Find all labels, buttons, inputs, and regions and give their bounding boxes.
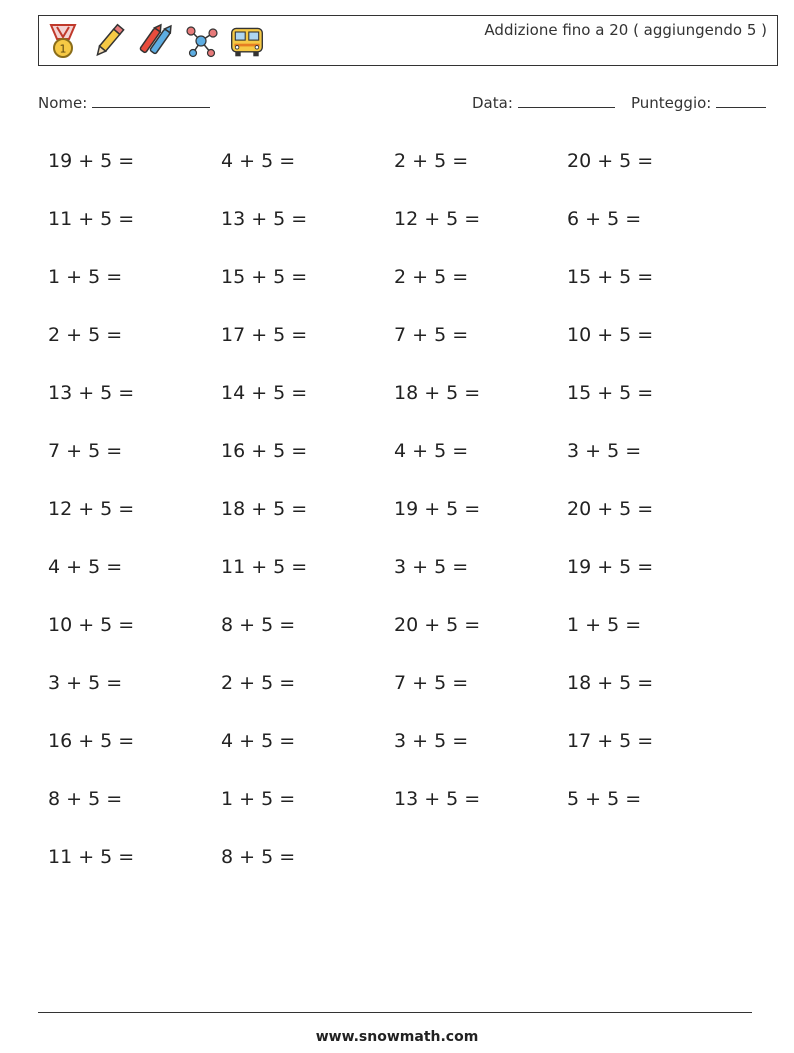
date-label: Data:	[472, 94, 513, 112]
footer-url: www.snowmath.com	[315, 1029, 479, 1045]
math-problem: 2 + 5 =	[394, 266, 469, 288]
name-field[interactable]	[38, 93, 210, 112]
math-problem: 18 + 5 =	[394, 382, 481, 404]
math-problem: 15 + 5 =	[221, 266, 308, 288]
math-problem: 19 + 5 =	[567, 556, 654, 578]
math-problem: 14 + 5 =	[221, 382, 308, 404]
math-problem: 6 + 5 =	[567, 208, 642, 230]
math-problem: 8 + 5 =	[221, 614, 296, 636]
name-label: Nome:	[38, 94, 88, 112]
score-blank[interactable]	[716, 93, 766, 108]
math-problem: 2 + 5 =	[221, 672, 296, 694]
score-field[interactable]	[631, 93, 766, 112]
math-problem: 15 + 5 =	[567, 266, 654, 288]
math-problem: 13 + 5 =	[221, 208, 308, 230]
crayons-icon	[137, 21, 173, 61]
molecule-icon	[183, 21, 219, 61]
math-problem: 10 + 5 =	[567, 324, 654, 346]
math-problem: 19 + 5 =	[394, 498, 481, 520]
math-problem: 7 + 5 =	[394, 324, 469, 346]
math-problem: 1 + 5 =	[221, 788, 296, 810]
math-problem: 5 + 5 =	[567, 788, 642, 810]
math-problem: 3 + 5 =	[567, 440, 642, 462]
math-problem: 2 + 5 =	[394, 150, 469, 172]
math-problem: 3 + 5 =	[48, 672, 123, 694]
math-problem: 20 + 5 =	[567, 150, 654, 172]
pencil-icon	[91, 21, 127, 61]
math-problem: 11 + 5 =	[221, 556, 308, 578]
math-problem: 12 + 5 =	[394, 208, 481, 230]
math-problem: 13 + 5 =	[48, 382, 135, 404]
math-problem: 4 + 5 =	[221, 150, 296, 172]
math-problem: 16 + 5 =	[221, 440, 308, 462]
math-problem: 18 + 5 =	[221, 498, 308, 520]
math-problem: 20 + 5 =	[567, 498, 654, 520]
date-blank[interactable]	[518, 93, 615, 108]
math-problem: 4 + 5 =	[394, 440, 469, 462]
math-problem: 12 + 5 =	[48, 498, 135, 520]
math-problem: 13 + 5 =	[394, 788, 481, 810]
math-problem: 1 + 5 =	[567, 614, 642, 636]
score-label: Punteggio:	[631, 94, 712, 112]
math-problem: 7 + 5 =	[48, 440, 123, 462]
name-blank[interactable]	[92, 93, 210, 108]
math-problem: 15 + 5 =	[567, 382, 654, 404]
worksheet-header	[38, 15, 778, 66]
math-problem: 11 + 5 =	[48, 208, 135, 230]
icon-strip	[45, 21, 265, 61]
math-problem: 20 + 5 =	[394, 614, 481, 636]
footer-divider	[38, 1012, 752, 1013]
math-problem: 17 + 5 =	[221, 324, 308, 346]
math-problem: 8 + 5 =	[221, 846, 296, 868]
math-problem: 4 + 5 =	[221, 730, 296, 752]
math-problem: 1 + 5 =	[48, 266, 123, 288]
school-bus-icon	[229, 21, 265, 61]
medal-icon	[45, 21, 81, 61]
math-problem: 4 + 5 =	[48, 556, 123, 578]
svg-text:1: 1	[59, 42, 67, 56]
math-problem: 10 + 5 =	[48, 614, 135, 636]
math-problem: 2 + 5 =	[48, 324, 123, 346]
math-problem: 3 + 5 =	[394, 556, 469, 578]
math-problem: 11 + 5 =	[48, 846, 135, 868]
math-problem: 16 + 5 =	[48, 730, 135, 752]
math-problem: 3 + 5 =	[394, 730, 469, 752]
math-problem: 17 + 5 =	[567, 730, 654, 752]
math-problem: 18 + 5 =	[567, 672, 654, 694]
date-field[interactable]	[472, 93, 615, 112]
math-problem: 19 + 5 =	[48, 150, 135, 172]
worksheet-title: Addizione fino a 20 ( aggiungendo 5 )	[484, 21, 767, 39]
math-problem: 8 + 5 =	[48, 788, 123, 810]
math-problem: 7 + 5 =	[394, 672, 469, 694]
